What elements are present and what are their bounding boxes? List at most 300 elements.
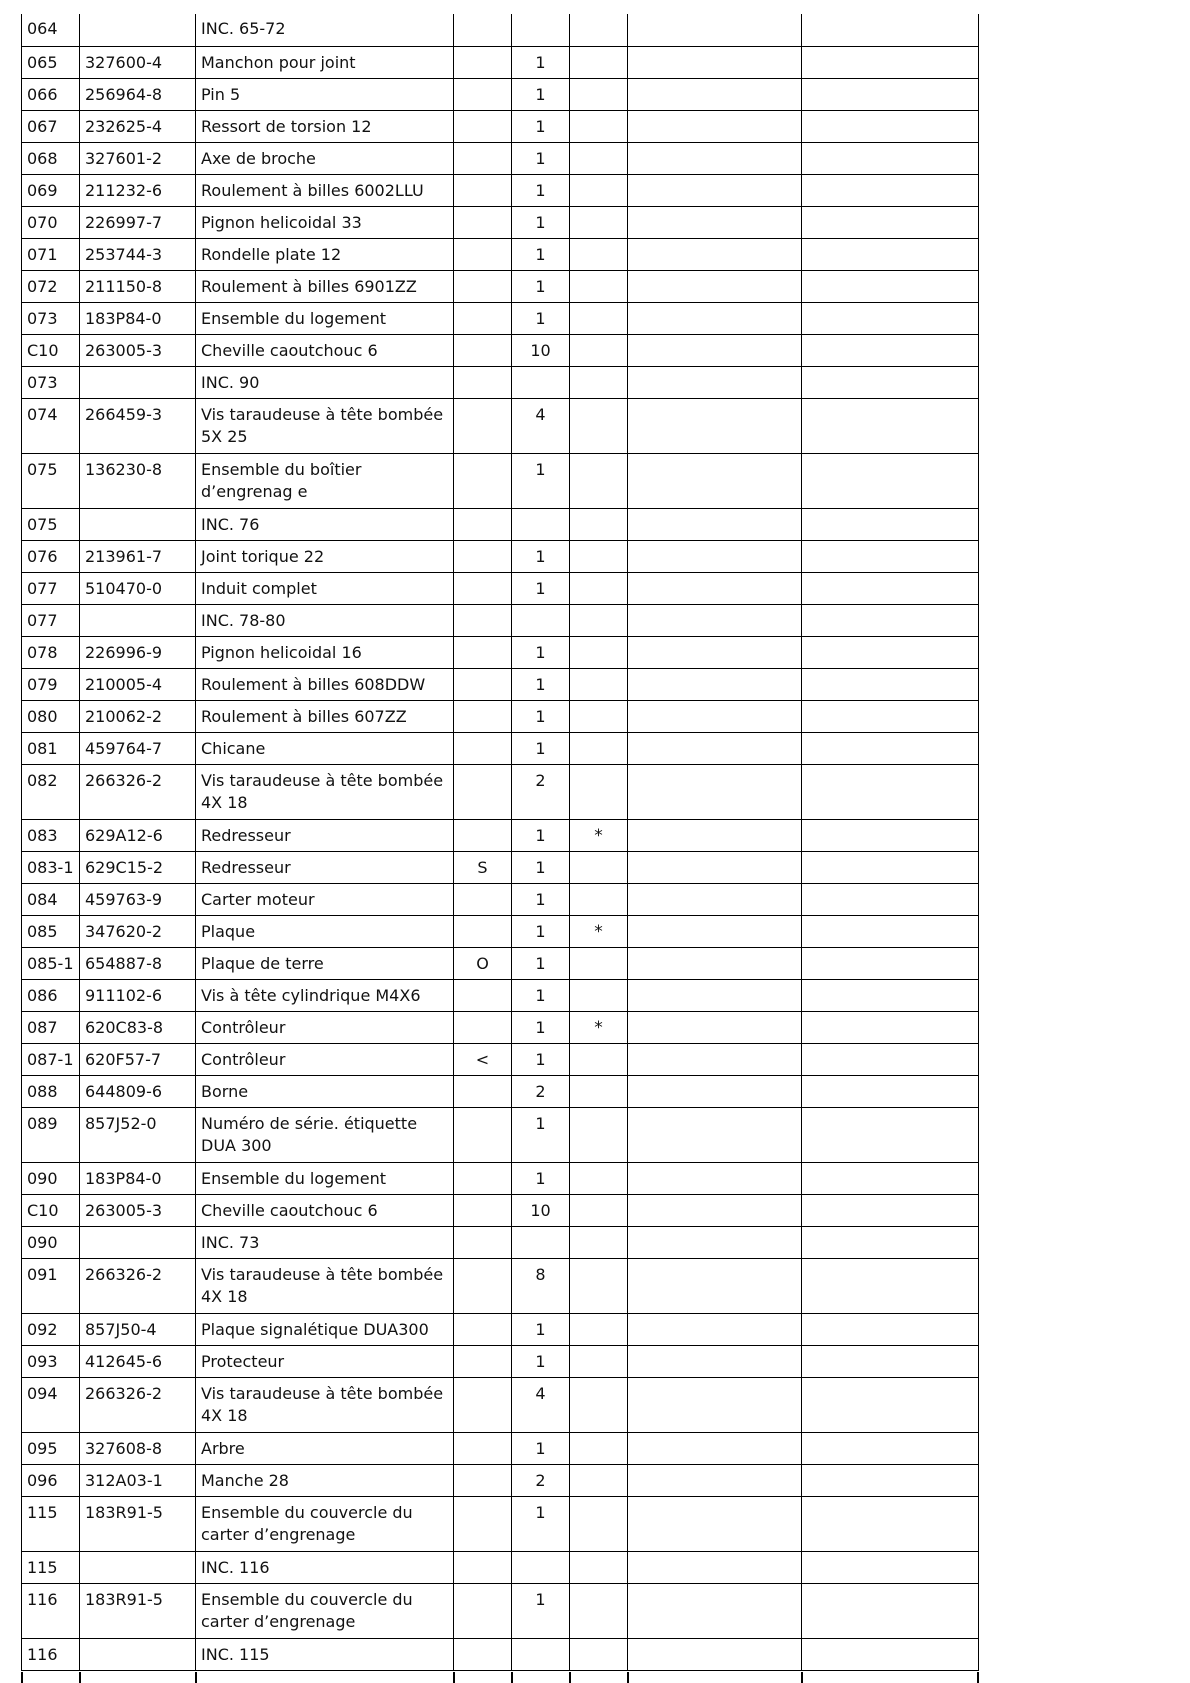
blank-cell	[628, 47, 802, 79]
blank-cell	[628, 111, 802, 143]
quantity-cell: 1	[512, 573, 570, 605]
description-cell: Numéro de série. étiquette DUA 300	[196, 1108, 454, 1163]
marker-cell	[454, 1012, 512, 1044]
blank-cell	[802, 175, 979, 207]
item-number-cell: 115	[22, 1497, 80, 1552]
part-number-cell: 857J50-4	[80, 1314, 196, 1346]
marker-cell	[454, 335, 512, 367]
marker-cell	[454, 669, 512, 701]
table-row	[22, 14, 979, 47]
blank-cell	[802, 573, 979, 605]
description-cell: Ensemble du boîtier d’engrenag e	[196, 454, 454, 509]
marker-cell	[454, 47, 512, 79]
note-mark-cell	[570, 1552, 628, 1584]
item-number-cell: 096	[22, 1465, 80, 1497]
table-row	[22, 916, 979, 948]
note-mark-cell	[570, 509, 628, 541]
quantity-cell: 1	[512, 175, 570, 207]
table-row	[22, 541, 979, 573]
blank-cell	[628, 765, 802, 820]
quantity-cell	[512, 1639, 570, 1671]
note-mark-cell	[570, 1346, 628, 1378]
part-number-cell: 412645-6	[80, 1346, 196, 1378]
part-number-cell: 232625-4	[80, 111, 196, 143]
blank-cell	[802, 1227, 979, 1259]
description-cell: Pignon helicoidal 16	[196, 637, 454, 669]
table-row	[22, 1195, 979, 1227]
table-row	[22, 1552, 979, 1584]
item-number-cell: 085	[22, 916, 80, 948]
description-cell: Chicane	[196, 733, 454, 765]
blank-cell	[628, 701, 802, 733]
marker-cell	[454, 175, 512, 207]
table-row	[22, 367, 979, 399]
quantity-cell: 1	[512, 207, 570, 239]
blank-cell	[802, 669, 979, 701]
marker-cell	[454, 1227, 512, 1259]
part-number-cell: 620C83-8	[80, 1012, 196, 1044]
item-number-cell: 082	[22, 765, 80, 820]
quantity-cell: 1	[512, 980, 570, 1012]
blank-cell	[628, 605, 802, 637]
blank-cell	[628, 733, 802, 765]
marker-cell	[454, 454, 512, 509]
blank-cell	[802, 79, 979, 111]
part-number-cell: 211232-6	[80, 175, 196, 207]
part-number-cell: 183R91-5	[80, 1497, 196, 1552]
quantity-cell: 1	[512, 271, 570, 303]
table-row	[22, 79, 979, 111]
description-cell: Induit complet	[196, 573, 454, 605]
blank-cell	[802, 47, 979, 79]
blank-cell	[802, 1076, 979, 1108]
item-number-cell: 091	[22, 1259, 80, 1314]
table-row	[22, 1012, 979, 1044]
blank-cell	[802, 454, 979, 509]
blank-cell	[802, 765, 979, 820]
blank-cell	[628, 367, 802, 399]
blank-cell	[628, 1108, 802, 1163]
part-number-cell: 911102-6	[80, 980, 196, 1012]
part-number-cell: 183P84-0	[80, 303, 196, 335]
blank-cell	[802, 637, 979, 669]
blank-cell	[802, 303, 979, 335]
note-mark-cell	[570, 1433, 628, 1465]
marker-cell	[454, 1259, 512, 1314]
description-cell: Roulement à billes 6901ZZ	[196, 271, 454, 303]
note-mark-cell	[570, 143, 628, 175]
quantity-cell: 1	[512, 1044, 570, 1076]
blank-cell	[628, 1163, 802, 1195]
marker-cell	[454, 271, 512, 303]
blank-cell	[628, 1639, 802, 1671]
note-mark-cell	[570, 47, 628, 79]
note-mark-cell	[570, 1108, 628, 1163]
item-number-cell: 088	[22, 1076, 80, 1108]
blank-cell	[628, 1314, 802, 1346]
blank-cell	[802, 820, 979, 852]
description-cell: Manche 28	[196, 1465, 454, 1497]
marker-cell	[454, 1497, 512, 1552]
note-mark-cell	[570, 239, 628, 271]
table-row	[22, 1108, 979, 1163]
description-cell: Joint torique 22	[196, 541, 454, 573]
blank-cell	[802, 111, 979, 143]
table-row	[22, 1314, 979, 1346]
blank-cell	[802, 1012, 979, 1044]
quantity-cell: 1	[512, 701, 570, 733]
part-number-cell: 183P84-0	[80, 1163, 196, 1195]
part-number-cell: 620F57-7	[80, 1044, 196, 1076]
note-mark-cell	[570, 1259, 628, 1314]
marker-cell: S	[454, 852, 512, 884]
table-row	[22, 1639, 979, 1671]
part-number-cell: 654887-8	[80, 948, 196, 980]
blank-cell	[802, 207, 979, 239]
part-number-cell	[80, 1227, 196, 1259]
part-number-cell: 327601-2	[80, 143, 196, 175]
item-number-cell: 084	[22, 884, 80, 916]
item-number-cell: 083	[22, 820, 80, 852]
item-number-cell: 076	[22, 541, 80, 573]
quantity-cell: 1	[512, 820, 570, 852]
part-number-cell	[80, 509, 196, 541]
part-number-cell	[80, 1639, 196, 1671]
part-number-cell	[80, 367, 196, 399]
marker-cell	[454, 111, 512, 143]
item-number-cell: 080	[22, 701, 80, 733]
table-row	[22, 669, 979, 701]
note-mark-cell	[570, 175, 628, 207]
blank-cell	[628, 1227, 802, 1259]
description-cell: Vis à tête cylindrique M4X6	[196, 980, 454, 1012]
parts-list-table	[21, 14, 979, 1671]
part-number-cell: 266459-3	[80, 399, 196, 454]
marker-cell	[454, 1076, 512, 1108]
note-mark-cell	[570, 399, 628, 454]
part-number-cell: 263005-3	[80, 335, 196, 367]
blank-cell	[628, 1584, 802, 1639]
description-cell: Ensemble du couvercle du carter d’engrenage	[196, 1497, 454, 1552]
marker-cell	[454, 367, 512, 399]
table-row	[22, 47, 979, 79]
description-cell: Rondelle plate 12	[196, 239, 454, 271]
note-mark-cell	[570, 605, 628, 637]
table-row	[22, 1259, 979, 1314]
quantity-cell	[512, 367, 570, 399]
item-number-cell: C10	[22, 1195, 80, 1227]
note-mark-cell	[570, 1076, 628, 1108]
blank-cell	[802, 14, 979, 47]
blank-cell	[802, 239, 979, 271]
blank-cell	[628, 1552, 802, 1584]
table-row	[22, 239, 979, 271]
quantity-cell: 10	[512, 335, 570, 367]
item-number-cell: 094	[22, 1378, 80, 1433]
quantity-cell	[512, 605, 570, 637]
note-mark-cell	[570, 765, 628, 820]
table-row	[22, 143, 979, 175]
part-number-cell: 210062-2	[80, 701, 196, 733]
description-cell: Cheville caoutchouc 6	[196, 335, 454, 367]
blank-cell	[802, 1584, 979, 1639]
quantity-cell: 10	[512, 1195, 570, 1227]
blank-cell	[628, 1076, 802, 1108]
note-mark-cell	[570, 1639, 628, 1671]
blank-cell	[628, 637, 802, 669]
quantity-cell: 4	[512, 399, 570, 454]
item-number-cell: 116	[22, 1639, 80, 1671]
item-number-cell: 073	[22, 303, 80, 335]
blank-cell	[628, 980, 802, 1012]
table-row	[22, 605, 979, 637]
marker-cell	[454, 884, 512, 916]
part-number-cell	[80, 1552, 196, 1584]
part-number-cell: 347620-2	[80, 916, 196, 948]
marker-cell	[454, 1314, 512, 1346]
part-number-cell: 312A03-1	[80, 1465, 196, 1497]
blank-cell	[802, 1346, 979, 1378]
table-row	[22, 175, 979, 207]
blank-cell	[802, 916, 979, 948]
description-cell: Plaque	[196, 916, 454, 948]
quantity-cell: 1	[512, 916, 570, 948]
blank-cell	[802, 1465, 979, 1497]
quantity-cell: 1	[512, 1163, 570, 1195]
note-mark-cell	[570, 454, 628, 509]
note-mark-cell	[570, 541, 628, 573]
item-number-cell: 065	[22, 47, 80, 79]
note-mark-cell: *	[570, 820, 628, 852]
marker-cell	[454, 637, 512, 669]
description-cell: Manchon pour joint	[196, 47, 454, 79]
quantity-cell: 8	[512, 1259, 570, 1314]
blank-cell	[628, 1465, 802, 1497]
item-number-cell: 093	[22, 1346, 80, 1378]
blank-cell	[802, 271, 979, 303]
item-number-cell: 083-1	[22, 852, 80, 884]
note-mark-cell	[570, 1378, 628, 1433]
note-mark-cell	[570, 701, 628, 733]
blank-cell	[802, 541, 979, 573]
blank-cell	[802, 980, 979, 1012]
note-mark-cell	[570, 1227, 628, 1259]
description-cell: INC. 76	[196, 509, 454, 541]
blank-cell	[628, 1044, 802, 1076]
item-number-cell: 079	[22, 669, 80, 701]
marker-cell	[454, 303, 512, 335]
part-number-cell: 459764-7	[80, 733, 196, 765]
description-cell: Vis taraudeuse à tête bombée 4X 18	[196, 765, 454, 820]
table-row	[22, 1378, 979, 1433]
part-number-cell	[80, 605, 196, 637]
description-cell: Ensemble du logement	[196, 303, 454, 335]
item-number-cell: 067	[22, 111, 80, 143]
quantity-cell	[512, 509, 570, 541]
marker-cell	[454, 1346, 512, 1378]
marker-cell	[454, 1195, 512, 1227]
item-number-cell: 086	[22, 980, 80, 1012]
marker-cell	[454, 14, 512, 47]
quantity-cell: 1	[512, 79, 570, 111]
table-row	[22, 454, 979, 509]
note-mark-cell	[570, 733, 628, 765]
quantity-cell	[512, 1227, 570, 1259]
note-mark-cell	[570, 980, 628, 1012]
table-continuation-lines	[21, 1672, 978, 1683]
item-number-cell: 092	[22, 1314, 80, 1346]
marker-cell	[454, 207, 512, 239]
part-number-cell: 253744-3	[80, 239, 196, 271]
quantity-cell: 1	[512, 637, 570, 669]
marker-cell	[454, 916, 512, 948]
quantity-cell: 1	[512, 884, 570, 916]
marker-cell	[454, 143, 512, 175]
blank-cell	[628, 303, 802, 335]
parts-table-body	[22, 14, 979, 1671]
part-number-cell: 327608-8	[80, 1433, 196, 1465]
note-mark-cell	[570, 14, 628, 47]
table-row	[22, 765, 979, 820]
item-number-cell: 078	[22, 637, 80, 669]
table-row	[22, 1465, 979, 1497]
quantity-cell: 1	[512, 852, 570, 884]
description-cell: Ensemble du couvercle du carter d’engrenage	[196, 1584, 454, 1639]
blank-cell	[628, 143, 802, 175]
part-number-cell: 857J52-0	[80, 1108, 196, 1163]
quantity-cell: 1	[512, 669, 570, 701]
note-mark-cell	[570, 335, 628, 367]
table-row	[22, 980, 979, 1012]
blank-cell	[628, 884, 802, 916]
description-cell: Pignon helicoidal 33	[196, 207, 454, 239]
quantity-cell: 4	[512, 1378, 570, 1433]
blank-cell	[802, 399, 979, 454]
blank-cell	[802, 1378, 979, 1433]
part-number-cell: 629A12-6	[80, 820, 196, 852]
description-cell: Pin 5	[196, 79, 454, 111]
part-number-cell: 226997-7	[80, 207, 196, 239]
item-number-cell: 087	[22, 1012, 80, 1044]
part-number-cell: 459763-9	[80, 884, 196, 916]
table-row	[22, 111, 979, 143]
quantity-cell: 1	[512, 111, 570, 143]
item-number-cell: 090	[22, 1227, 80, 1259]
description-cell: INC. 115	[196, 1639, 454, 1671]
description-cell: Borne	[196, 1076, 454, 1108]
blank-cell	[802, 1497, 979, 1552]
quantity-cell: 1	[512, 1012, 570, 1044]
quantity-cell: 2	[512, 1465, 570, 1497]
item-number-cell: 090	[22, 1163, 80, 1195]
blank-cell	[628, 669, 802, 701]
quantity-cell: 1	[512, 948, 570, 980]
description-cell: Carter moteur	[196, 884, 454, 916]
note-mark-cell	[570, 1584, 628, 1639]
table-row	[22, 509, 979, 541]
note-mark-cell	[570, 573, 628, 605]
marker-cell	[454, 1552, 512, 1584]
table-row	[22, 1346, 979, 1378]
item-number-cell: 116	[22, 1584, 80, 1639]
blank-cell	[628, 948, 802, 980]
note-mark-cell	[570, 79, 628, 111]
blank-cell	[628, 573, 802, 605]
blank-cell	[628, 1259, 802, 1314]
table-row	[22, 1163, 979, 1195]
blank-cell	[628, 1433, 802, 1465]
part-number-cell: 327600-4	[80, 47, 196, 79]
description-cell: Roulement à billes 6002LLU	[196, 175, 454, 207]
description-cell: Contrôleur	[196, 1044, 454, 1076]
table-row	[22, 733, 979, 765]
part-number-cell: 266326-2	[80, 1259, 196, 1314]
table-row	[22, 207, 979, 239]
note-mark-cell	[570, 1465, 628, 1497]
table-row	[22, 303, 979, 335]
item-number-cell: 064	[22, 14, 80, 47]
description-cell: Contrôleur	[196, 1012, 454, 1044]
note-mark-cell	[570, 367, 628, 399]
marker-cell	[454, 701, 512, 733]
item-number-cell: 070	[22, 207, 80, 239]
description-cell: Arbre	[196, 1433, 454, 1465]
blank-cell	[802, 1163, 979, 1195]
table-row	[22, 573, 979, 605]
marker-cell	[454, 573, 512, 605]
blank-cell	[802, 1552, 979, 1584]
description-cell: Protecteur	[196, 1346, 454, 1378]
part-number-cell: 263005-3	[80, 1195, 196, 1227]
marker-cell	[454, 1108, 512, 1163]
blank-cell	[802, 948, 979, 980]
blank-cell	[802, 1044, 979, 1076]
part-number-cell: 629C15-2	[80, 852, 196, 884]
description-cell: Roulement à billes 608DDW	[196, 669, 454, 701]
item-number-cell: 081	[22, 733, 80, 765]
blank-cell	[802, 1108, 979, 1163]
marker-cell	[454, 1378, 512, 1433]
blank-cell	[802, 367, 979, 399]
blank-cell	[628, 820, 802, 852]
part-number-cell: 211150-8	[80, 271, 196, 303]
description-cell: Vis taraudeuse à tête bombée 4X 18	[196, 1378, 454, 1433]
item-number-cell: 068	[22, 143, 80, 175]
blank-cell	[628, 1497, 802, 1552]
blank-cell	[628, 1346, 802, 1378]
blank-cell	[802, 605, 979, 637]
note-mark-cell: *	[570, 1012, 628, 1044]
blank-cell	[628, 271, 802, 303]
quantity-cell: 1	[512, 1346, 570, 1378]
blank-cell	[628, 14, 802, 47]
blank-cell	[628, 239, 802, 271]
quantity-cell: 1	[512, 1108, 570, 1163]
description-cell: Plaque signalétique DUA300	[196, 1314, 454, 1346]
quantity-cell: 1	[512, 1433, 570, 1465]
blank-cell	[802, 1433, 979, 1465]
part-number-cell: 213961-7	[80, 541, 196, 573]
part-number-cell: 266326-2	[80, 765, 196, 820]
note-mark-cell	[570, 303, 628, 335]
marker-cell: O	[454, 948, 512, 980]
quantity-cell	[512, 14, 570, 47]
description-cell: Ensemble du logement	[196, 1163, 454, 1195]
blank-cell	[628, 79, 802, 111]
blank-cell	[628, 175, 802, 207]
table-row	[22, 271, 979, 303]
table-row	[22, 884, 979, 916]
